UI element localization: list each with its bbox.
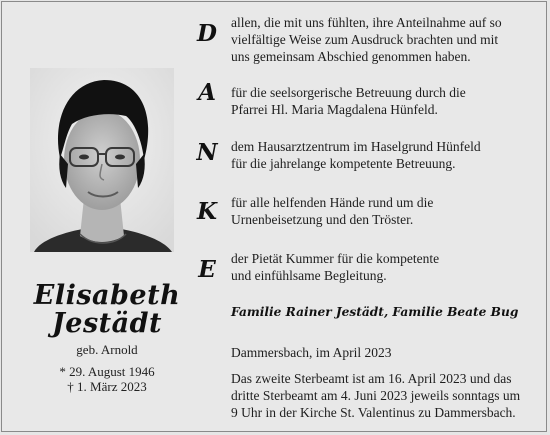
- text-line: vielfältige Weise zum Ausdruck brachten und mit: [231, 32, 499, 47]
- text-line: dritte Sterbeamt am 4. Juni 2023 jeweils sonntags um: [231, 388, 521, 403]
- birth-date: * 29. August 1946: [59, 364, 155, 379]
- thanks-paragraph-d: [231, 14, 541, 65]
- text-line: Urnenbeisetzung und den Tröster.: [231, 212, 414, 227]
- text-line: für die jahrelange kompetente Betreuung.: [231, 156, 456, 171]
- thanks-paragraph-k: [231, 194, 541, 228]
- text-line: für die seelsorgerische Betreuung durch die: [231, 85, 466, 100]
- text-line: der Pietät Kummer für die kompetente: [231, 251, 440, 266]
- text-line: 9 Uhr in der Kirche St. Valentinus zu Dammersbach.: [231, 405, 516, 420]
- letter-k: K: [197, 198, 217, 225]
- letter-n: N: [196, 139, 218, 166]
- family-signature: Familie Rainer Jestädt, Familie Beate Bug: [231, 305, 519, 319]
- text-line: dem Hausarztzentrum im Haselgrund Hünfeld: [231, 139, 481, 154]
- letter-d: D: [197, 20, 217, 47]
- name-last: Jestädt: [52, 308, 162, 339]
- letter-a: A: [198, 79, 216, 106]
- thanks-paragraph-n: [231, 138, 541, 172]
- text-line: Das zweite Sterbeamt ist am 16. April 2023 und das: [231, 371, 512, 386]
- thanks-paragraph-a: [231, 84, 541, 118]
- text-line: und einfühlsame Begleitung.: [231, 268, 387, 283]
- closing-paragraph: [231, 370, 541, 421]
- portrait-image: [30, 68, 174, 252]
- text-line: allen, die mit uns fühlten, ihre Anteilnahme auf so: [231, 15, 502, 30]
- thanks-paragraph-e: [231, 250, 541, 284]
- obituary-card: [1, 1, 547, 432]
- name-first: Elisabeth: [33, 280, 181, 311]
- text-line: Pfarrei Hl. Maria Magdalena Hünfeld.: [231, 102, 438, 117]
- letter-e: E: [198, 256, 216, 283]
- death-date: † 1. März 2023: [67, 379, 147, 394]
- text-line: für alle helfenden Hände rund um die: [231, 195, 434, 210]
- place-date: Dammersbach, im April 2023: [231, 345, 392, 360]
- text-line: uns gemeinsam Abschied genommen haben.: [231, 49, 471, 64]
- portrait-photo: [30, 68, 174, 252]
- maiden-name: geb. Arnold: [76, 342, 138, 357]
